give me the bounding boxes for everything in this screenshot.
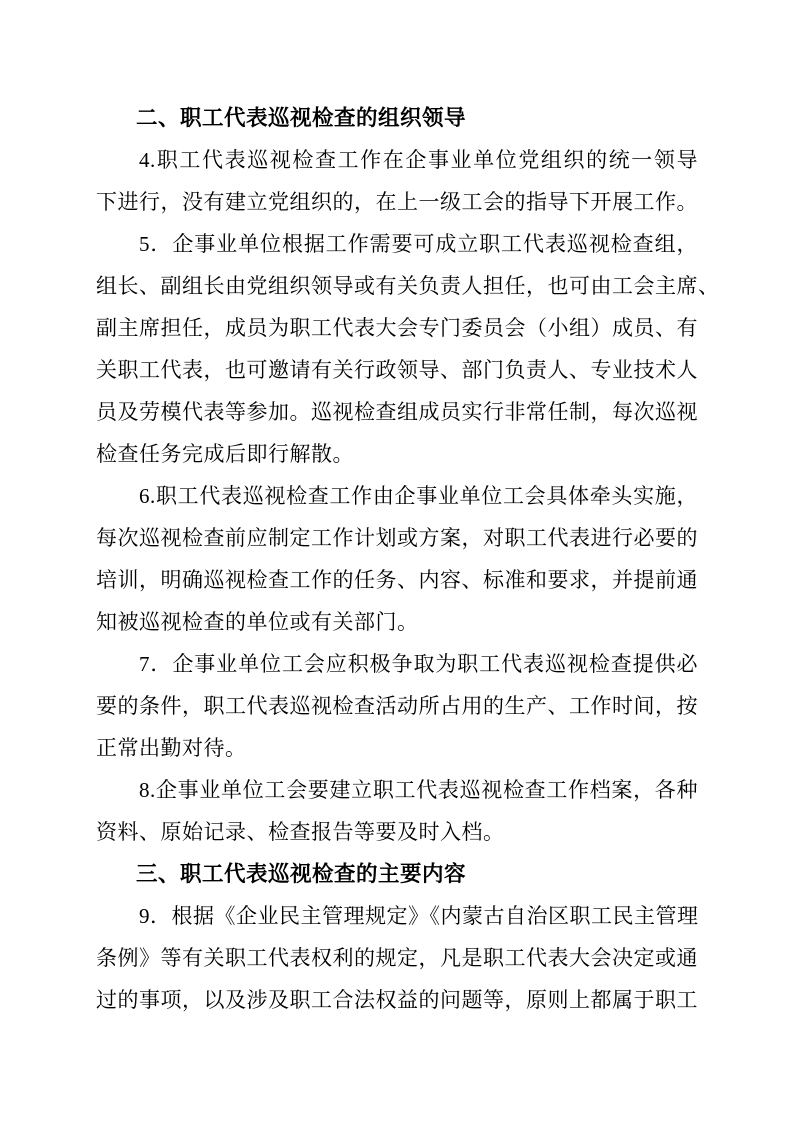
paragraph-8-line: 8.企事业单位工会要建立职工代表巡视检查工作档案，各种 <box>139 778 698 802</box>
paragraph-7-line: 要的条件，职工代表巡视检查活动所占用的生产、工作时间，按 <box>96 694 698 718</box>
paragraph-6-line: 知被巡视检查的单位或有关部门。 <box>96 610 419 634</box>
paragraph-5-line: 检查任务完成后即行解散。 <box>96 442 354 466</box>
paragraph-5-line: 关职工代表，也可邀请有关行政领导、部门负责人、专业技术人 <box>96 358 698 382</box>
section-heading-3: 三、职工代表巡视检查的主要内容 <box>136 862 467 886</box>
paragraph-5-line: 员及劳模代表等参加。巡视检查组成员实行非常任制，每次巡视 <box>96 400 698 424</box>
paragraph-7-line: 7．企事业单位工会应积极争取为职工代表巡视检查提供必 <box>139 652 698 676</box>
paragraph-6-line: 培训，明确巡视检查工作的任务、内容、标准和要求，并提前通 <box>96 568 698 592</box>
paragraph-5-line: 副主席担任，成员为职工代表大会专门委员会（小组）成员、有 <box>96 316 698 340</box>
paragraph-5-line: 5．企事业单位根据工作需要可成立职工代表巡视检查组， <box>139 232 698 256</box>
section-heading-2: 二、职工代表巡视检查的组织领导 <box>136 106 467 130</box>
paragraph-9-line: 9．根据《企业民主管理规定》《内蒙古自治区职工民主管理 <box>139 904 699 928</box>
paragraph-8-line: 资料、原始记录、检查报告等要及时入档。 <box>96 820 505 844</box>
paragraph-9-line: 条例》等有关职工代表权利的规定，凡是职工代表大会决定或通 <box>96 946 698 970</box>
paragraph-4-line: 下进行，没有建立党组织的，在上一级工会的指导下开展工作。 <box>96 190 698 214</box>
paragraph-9-line: 过的事项，以及涉及职工合法权益的问题等，原则上都属于职工 <box>96 988 698 1012</box>
paragraph-6-line: 每次巡视检查前应制定工作计划或方案，对职工代表进行必要的 <box>96 526 698 550</box>
paragraph-6-line: 6.职工代表巡视检查工作由企事业单位工会具体牵头实施， <box>139 484 698 508</box>
paragraph-4-line: 4.职工代表巡视检查工作在企事业单位党组织的统一领导 <box>139 148 698 172</box>
paragraph-5-line: 组长、副组长由党组织领导或有关负责人担任，也可由工会主席、 <box>96 274 720 298</box>
paragraph-7-line: 正常出勤对待。 <box>96 736 247 760</box>
document-body <box>96 97 720 1021</box>
